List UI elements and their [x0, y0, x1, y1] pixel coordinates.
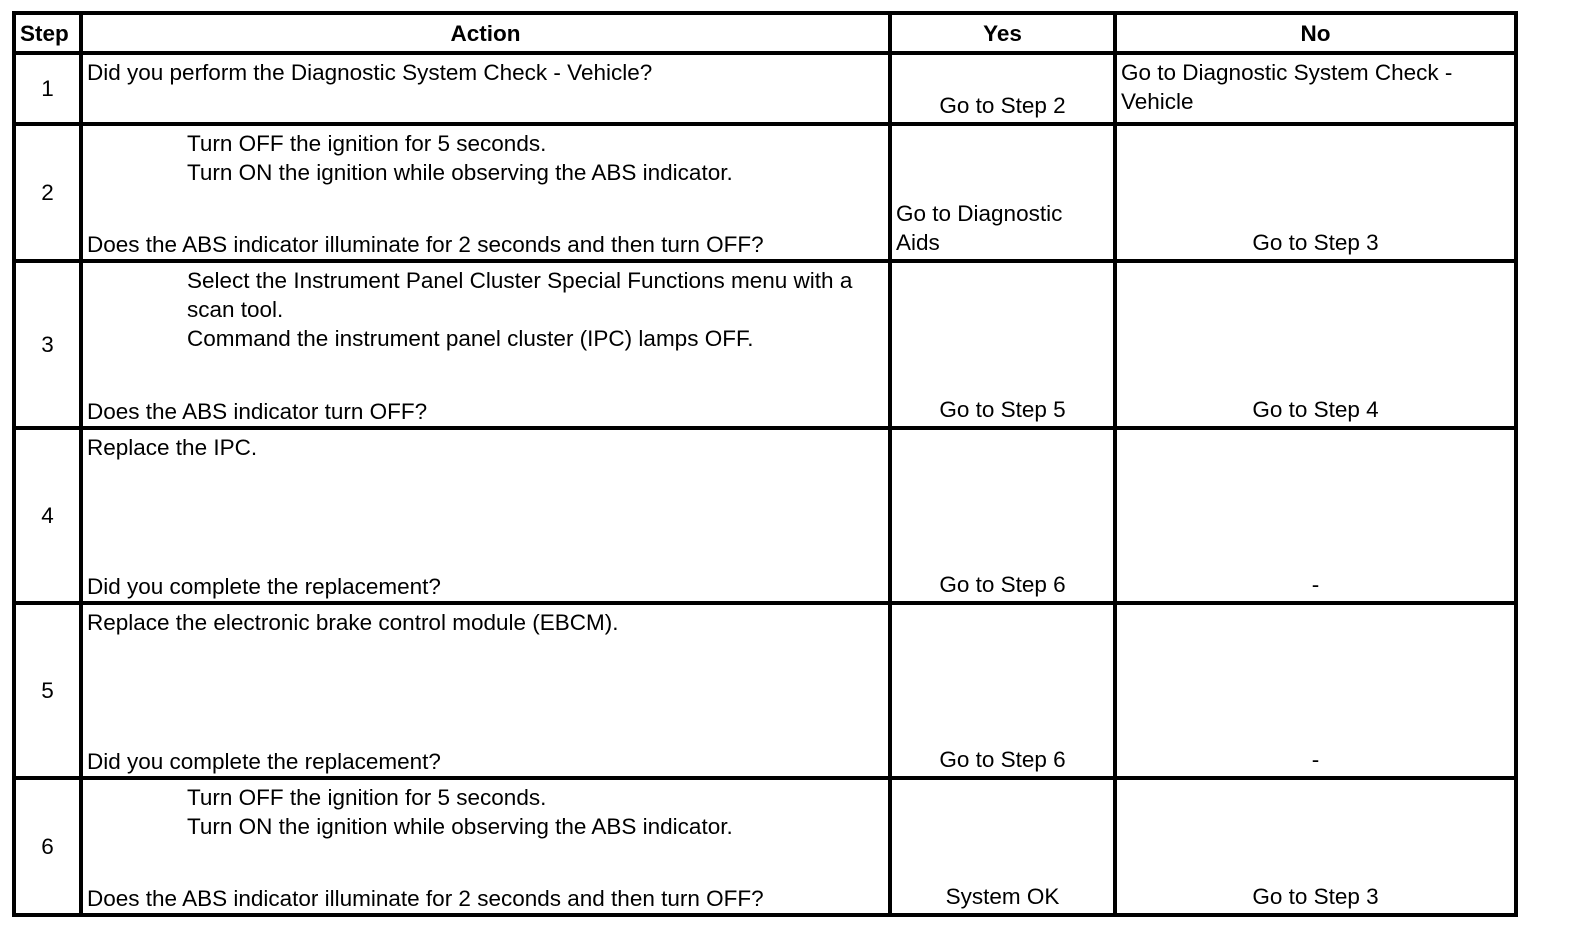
table-row [14, 261, 1516, 428]
action-instruction: Command the instrument panel cluster (IPC) lamps OFF. [187, 326, 754, 351]
action-cell [81, 53, 890, 124]
action-instruction: Turn ON the ignition while observing the ABS indicator. [187, 160, 733, 185]
table-row [14, 778, 1516, 915]
diagnostic-table [12, 11, 1518, 917]
action-question: Did you complete the replacement? [87, 749, 441, 774]
table-row [14, 124, 1516, 261]
yes-cell: Go to Step 2 [890, 53, 1115, 124]
yes-cell: Go to Step 6 [890, 428, 1115, 603]
action-question: Did you complete the replacement? [87, 574, 441, 599]
step-number: 3 [14, 261, 81, 428]
action-instruction: Replace the IPC. [87, 435, 258, 460]
action-instruction: Replace the electronic brake control module (EBCM). [87, 610, 619, 635]
action-question: Does the ABS indicator turn OFF? [87, 399, 428, 424]
action-cell [81, 261, 890, 428]
yes-cell: Go to Step 6 [890, 603, 1115, 778]
header-no: No [1115, 13, 1516, 53]
no-cell: Go to Step 3 [1115, 778, 1516, 915]
action-instruction: Turn ON the ignition while observing the ABS indicator. [187, 814, 733, 839]
no-cell: Go to Diagnostic System Check - Vehicle [1115, 53, 1516, 124]
step-number: 4 [14, 428, 81, 603]
yes-cell: Go to Step 5 [890, 261, 1115, 428]
table-row [14, 53, 1516, 124]
yes-cell: Go to Diagnostic Aids [890, 124, 1115, 261]
action-instruction: Turn OFF the ignition for 5 seconds. [187, 785, 547, 810]
header-row [14, 13, 1516, 53]
action-instruction: Select the Instrument Panel Cluster Special Functions menu with a scan tool. [187, 268, 853, 322]
step-number: 5 [14, 603, 81, 778]
action-question: Does the ABS indicator illuminate for 2 seconds and then turn OFF? [87, 232, 764, 257]
action-question: Does the ABS indicator illuminate for 2 seconds and then turn OFF? [87, 886, 764, 911]
step-number: 2 [14, 124, 81, 261]
yes-cell: System OK [890, 778, 1115, 915]
action-cell [81, 603, 890, 778]
action-question: Did you perform the Diagnostic System Check - Vehicle? [87, 60, 653, 85]
action-instruction: Turn OFF the ignition for 5 seconds. [187, 131, 547, 156]
header-yes: Yes [890, 13, 1115, 53]
no-cell: - [1115, 428, 1516, 603]
action-cell [81, 124, 890, 261]
no-cell: Go to Step 3 [1115, 124, 1516, 261]
step-number: 1 [14, 53, 81, 124]
header-step: Step [14, 13, 81, 53]
step-number: 6 [14, 778, 81, 915]
table-row [14, 428, 1516, 603]
no-cell: Go to Step 4 [1115, 261, 1516, 428]
table-row [14, 603, 1516, 778]
action-cell [81, 428, 890, 603]
action-cell [81, 778, 890, 915]
header-action: Action [81, 13, 890, 53]
no-cell: - [1115, 603, 1516, 778]
